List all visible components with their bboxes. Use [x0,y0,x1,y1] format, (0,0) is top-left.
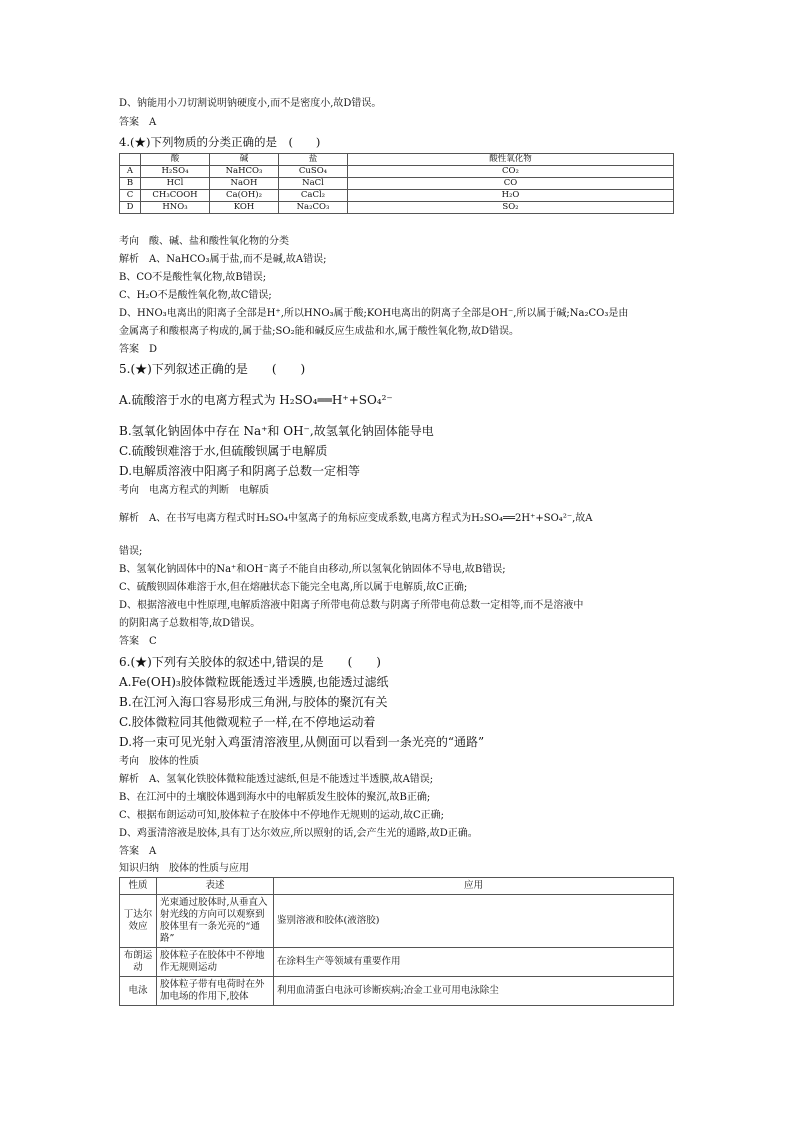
question-6: 6.(★)下列有关胶体的叙述中,错误的是 ( ) [119,655,381,669]
analysis-line: C、根据布朗运动可知,胶体粒子在胶体中不停地作无规则的运动,故C正确; [119,810,445,821]
table-header-row [120,878,674,895]
analysis-line: 解析 A、氢氧化铁胶体微粒能透过滤纸,但是不能透过半透膜,故A错误; [119,774,434,785]
table-cell: 胶体粒子带有电荷时在外加电场的作用下,胶体 [157,977,274,1006]
table-cell: SO₂ [348,202,674,214]
answer-line: 答案 A [119,846,157,857]
table-row [120,895,674,948]
table-row [120,166,674,178]
table-row [120,178,674,190]
table-cell: NaHCO₃ [210,166,279,178]
table-row [120,977,674,1006]
table-header: 酸 [141,154,210,166]
table-header-row [120,154,674,166]
answer-line: 答案 D [119,344,158,355]
table-header: 表述 [157,878,274,895]
table-cell: C [120,190,141,202]
analysis-line: D、鸡蛋清溶液是胶体,具有丁达尔效应,所以照射的话,会产生光的通路,故D正确。 [119,828,478,839]
analysis-line: 的阴阳离子总数相等,故D错误。 [119,618,261,629]
table-cell: CuSO₄ [279,166,348,178]
table-row [120,202,674,214]
table-header: 性质 [120,878,157,895]
option-a: A.Fe(OH)₃胶体微粒既能透过半透膜,也能透过滤纸 [119,675,389,689]
table-cell: CO₂ [348,166,674,178]
option-d: D.将一束可见光射入鸡蛋清溶液里,从侧面可以看到一条光亮的“通路” [119,735,485,749]
table-cell: A [120,166,141,178]
answer-line: 答案 A [119,117,157,128]
table-cell: 布朗运动 [120,948,157,977]
analysis-line: 错误; [119,546,143,557]
table-cell: NaOH [210,178,279,190]
question-4: 4.(★)下列物质的分类正确的是 ( ) [119,135,321,149]
analysis-line: C、H₂O不是酸性氧化物,故C错误; [119,290,272,301]
option-c: C.胶体微粒同其他微观粒子一样,在不停地运动着 [119,715,376,729]
option-b: B.在江河入海口容易形成三角洲,与胶体的聚沉有关 [119,695,388,709]
question-5: 5.(★)下列叙述正确的是 ( ) [119,362,306,376]
knowledge-heading: 知识归纳 胶体的性质与应用 [119,863,249,874]
table-cell: 丁达尔效应 [120,895,157,948]
table-cell: D [120,202,141,214]
table-cell: Na₂CO₃ [279,202,348,214]
analysis-line: D、HNO₃电离出的阳离子全部是H⁺,所以HNO₃属于酸;KOH电离出的阴离子全部是OH⁻,所以属于碱;Na₂CO₃是由 [119,308,629,319]
table-cell: 利用血清蛋白电泳可诊断疾病;冶金工业可用电泳除尘 [274,977,674,1006]
table-cell: B [120,178,141,190]
table-cell: HCl [141,178,210,190]
text-line: D、钠能用小刀切割说明钠硬度小,而不是密度小,故D错误。 [119,98,382,109]
analysis-line: 金属离子和酸根离子构成的,属于盐;SO₂能和碱反应生成盐和水,属于酸性氧化物,故D错误。 [119,326,519,337]
analysis-line: 解析 A、NaHCO₃属于盐,而不是碱,故A错误; [119,254,327,265]
table-header [120,154,141,166]
analysis-line: B、氢氧化钠固体中的Na⁺和OH⁻离子不能自由移动,所以氢氧化钠固体不导电,故B错误; [119,564,506,575]
table-cell: H₂O [348,190,674,202]
topic-line: 考向 酸、碱、盐和酸性氧化物的分类 [119,236,289,247]
table-cell: KOH [210,202,279,214]
classification-table [119,153,674,214]
table-cell: Ca(OH)₂ [210,190,279,202]
analysis-line: 解析 A、在书写电离方程式时H₂SO₄中氢离子的角标应变成系数,电离方程式为H₂SO₄══2H⁺+SO₄²⁻,故A [119,513,593,524]
table-row [120,948,674,977]
table-cell: CO [348,178,674,190]
table-cell: CaCl₂ [279,190,348,202]
table-cell: H₂SO₄ [141,166,210,178]
table-header: 盐 [279,154,348,166]
table-cell: CH₃COOH [141,190,210,202]
colloid-properties-table [119,877,674,1006]
table-header: 碱 [210,154,279,166]
option-c: C.硫酸钡难溶于水,但硫酸钡属于电解质 [119,444,328,458]
topic-line: 考向 胶体的性质 [119,756,199,767]
answer-line: 答案 C [119,636,157,647]
option-d: D.电解质溶液中阳离子和阴离子总数一定相等 [119,464,361,478]
table-header: 酸性氧化物 [348,154,674,166]
analysis-line: B、在江河中的土壤胶体遇到海水中的电解质发生胶体的聚沉,故B正确; [119,792,431,803]
table-cell: NaCl [279,178,348,190]
table-cell: 光束通过胶体时,从垂直入射光线的方向可以观察到胶体里有一条光亮的“通路” [157,895,274,948]
table-cell: HNO₃ [141,202,210,214]
option-a: A.硫酸溶于水的电离方程式为 H₂SO₄══H⁺+SO₄²⁻ [119,393,393,407]
analysis-line: D、根据溶液电中性原理,电解质溶液中阳离子所带电荷总数与阴离子所带电荷总数一定相等,而不是溶液中 [119,600,584,611]
option-b: B.氢氧化钠固体中存在 Na⁺和 OH⁻,故氢氧化钠固体能导电 [119,424,434,438]
table-row [120,190,674,202]
table-cell: 胶体粒子在胶体中不停地作无规则运动 [157,948,274,977]
table-cell: 在涂料生产等领域有重要作用 [274,948,674,977]
analysis-line: B、CO不是酸性氧化物,故B错误; [119,272,267,283]
table-cell: 电泳 [120,977,157,1006]
table-cell: 鉴别溶液和胶体(液溶胶) [274,895,674,948]
table-header: 应用 [274,878,674,895]
topic-line: 考向 电离方程式的判断 电解质 [119,485,269,496]
analysis-line: C、硫酸钡固体难溶于水,但在熔融状态下能完全电离,所以属于电解质,故C正确; [119,582,468,593]
